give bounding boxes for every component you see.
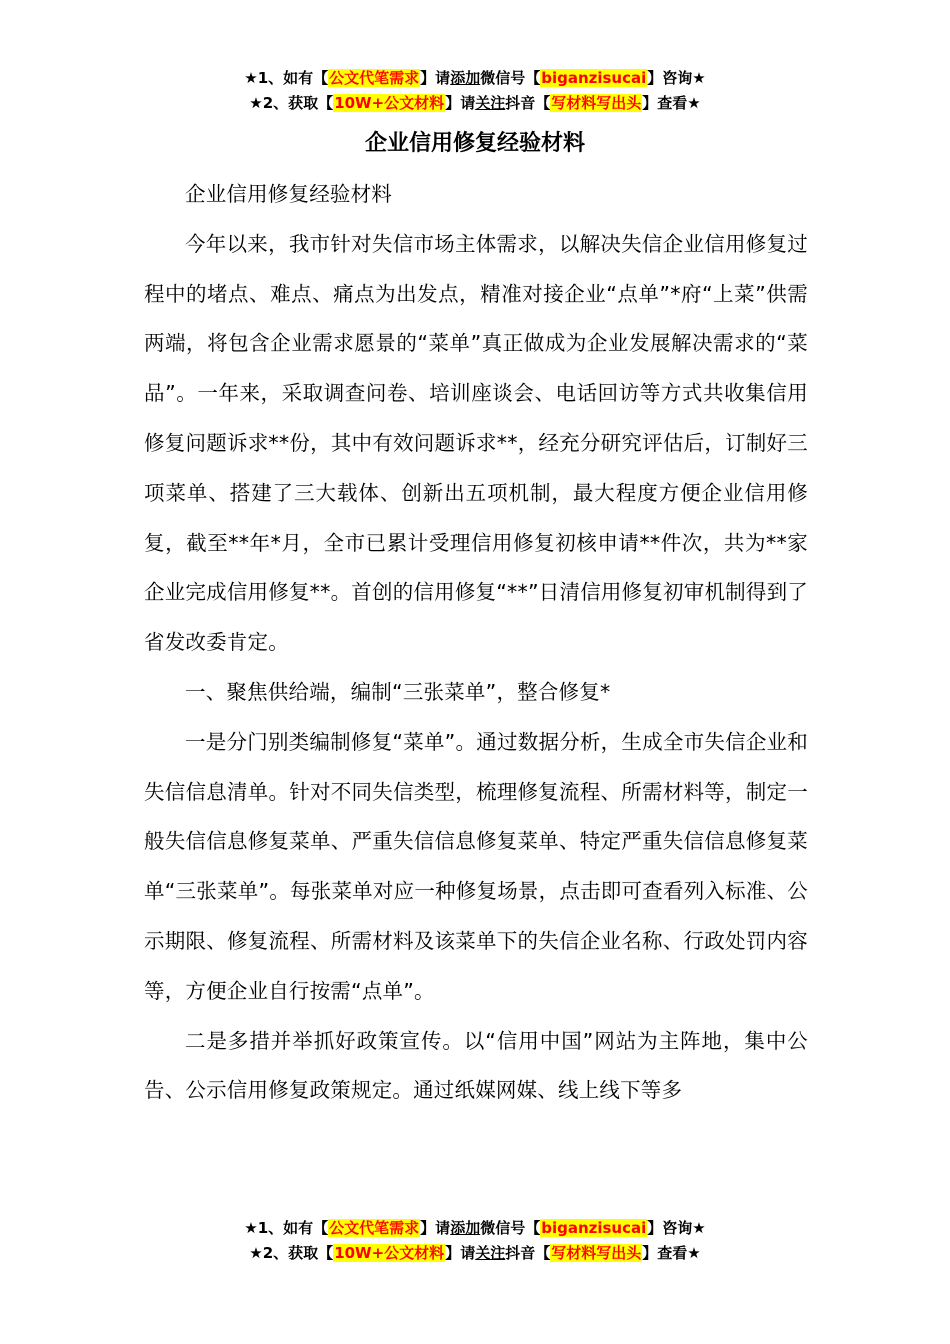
banner-highlight: 10W+公文材料: [334, 94, 445, 112]
banner-highlight: 公文代笔需求: [329, 1219, 420, 1237]
banner-underlined: 添加: [450, 69, 481, 87]
banner-text: 】咨询★: [647, 1219, 706, 1237]
banner-text: 】查看★: [642, 94, 701, 112]
banner-text: 】请: [445, 94, 476, 112]
banner-text: 】请: [420, 1219, 451, 1237]
banner-text: ★2、获取【: [249, 94, 334, 112]
banner-text: 微信号【: [480, 1219, 541, 1237]
document-body: [144, 170, 808, 1116]
banner-highlight: 公文代笔需求: [329, 69, 420, 87]
section-heading: 一、聚焦供给端，编制“三张菜单”，整合修复*: [185, 679, 611, 704]
banner-text: ★1、如有【: [244, 69, 329, 87]
top-banner: [0, 66, 950, 116]
banner-text: 】查看★: [642, 1244, 701, 1262]
paragraph: 一是分门别类编制修复“菜单”。通过数据分析，生成全市失信企业和失信信息清单。针对不同失信类型，梳理修复流程、所需材料等，制定一般失信信息修复菜单、严重失信信息修复菜单、特定严重失信信息修复菜单“三张菜单”。每张菜单对应一种修复场景，点击即可查看列入标准、公示期限、修复流程、所需材料及该菜单下的失信企业名称、行政处罚内容等，方便企业自行按需“点单”。: [144, 729, 808, 1003]
banner-underlined: 关注: [475, 1244, 506, 1262]
banner-line-2: [0, 91, 950, 116]
banner-text: 抖音【: [505, 94, 551, 112]
paragraph: 今年以来，我市针对失信市场主体需求，以解决失信企业信用修复过程中的堵点、难点、痛点为出发点，精准对接企业“点单”*府“上菜”供需两端，将包含企业需求愿景的“菜单”真正做成为企业发展解决需求的“菜品”。一年来，采取调查问卷、培训座谈会、电话回访等方式共收集信用修复问题诉求**份，其中有效问题诉求**，经充分研究评估后，订制好三项菜单、搭建了三大载体、创新出五项机制，最大程度方便企业信用修复，截至**年*月，全市已累计受理信用修复初核申请**件次，共为**家企业完成信用修复**。首创的信用修复“**”日清信用修复初审机制得到了省发改委肯定。: [144, 231, 808, 655]
banner-highlight: biganzisucai: [541, 1219, 647, 1237]
paragraph: 二是多措并举抓好政策宣传。以“信用中国”网站为主阵地，集中公告、公示信用修复政策规定。通过纸媒网媒、线上线下等多: [144, 1028, 808, 1103]
banner-line-1: [0, 1216, 950, 1241]
banner-text: 】请: [420, 69, 451, 87]
banner-highlight: biganzisucai: [541, 69, 647, 87]
banner-text: ★2、获取【: [249, 1244, 334, 1262]
banner-text: 】咨询★: [647, 69, 706, 87]
banner-line-1: [0, 66, 950, 91]
bottom-banner: [0, 1216, 950, 1266]
banner-text: 抖音【: [505, 1244, 551, 1262]
banner-text: 微信号【: [480, 69, 541, 87]
paragraph: 企业信用修复经验材料: [185, 182, 392, 206]
banner-text: ★1、如有【: [244, 1219, 329, 1237]
banner-line-2: [0, 1241, 950, 1266]
document-title: 企业信用修复经验材料: [364, 131, 585, 156]
banner-underlined: 添加: [450, 1219, 481, 1237]
banner-highlight: 写材料写出头: [551, 1244, 642, 1262]
banner-underlined: 关注: [475, 94, 506, 112]
banner-highlight: 写材料写出头: [551, 94, 642, 112]
banner-highlight: 10W+公文材料: [334, 1244, 445, 1262]
banner-text: 】请: [445, 1244, 476, 1262]
